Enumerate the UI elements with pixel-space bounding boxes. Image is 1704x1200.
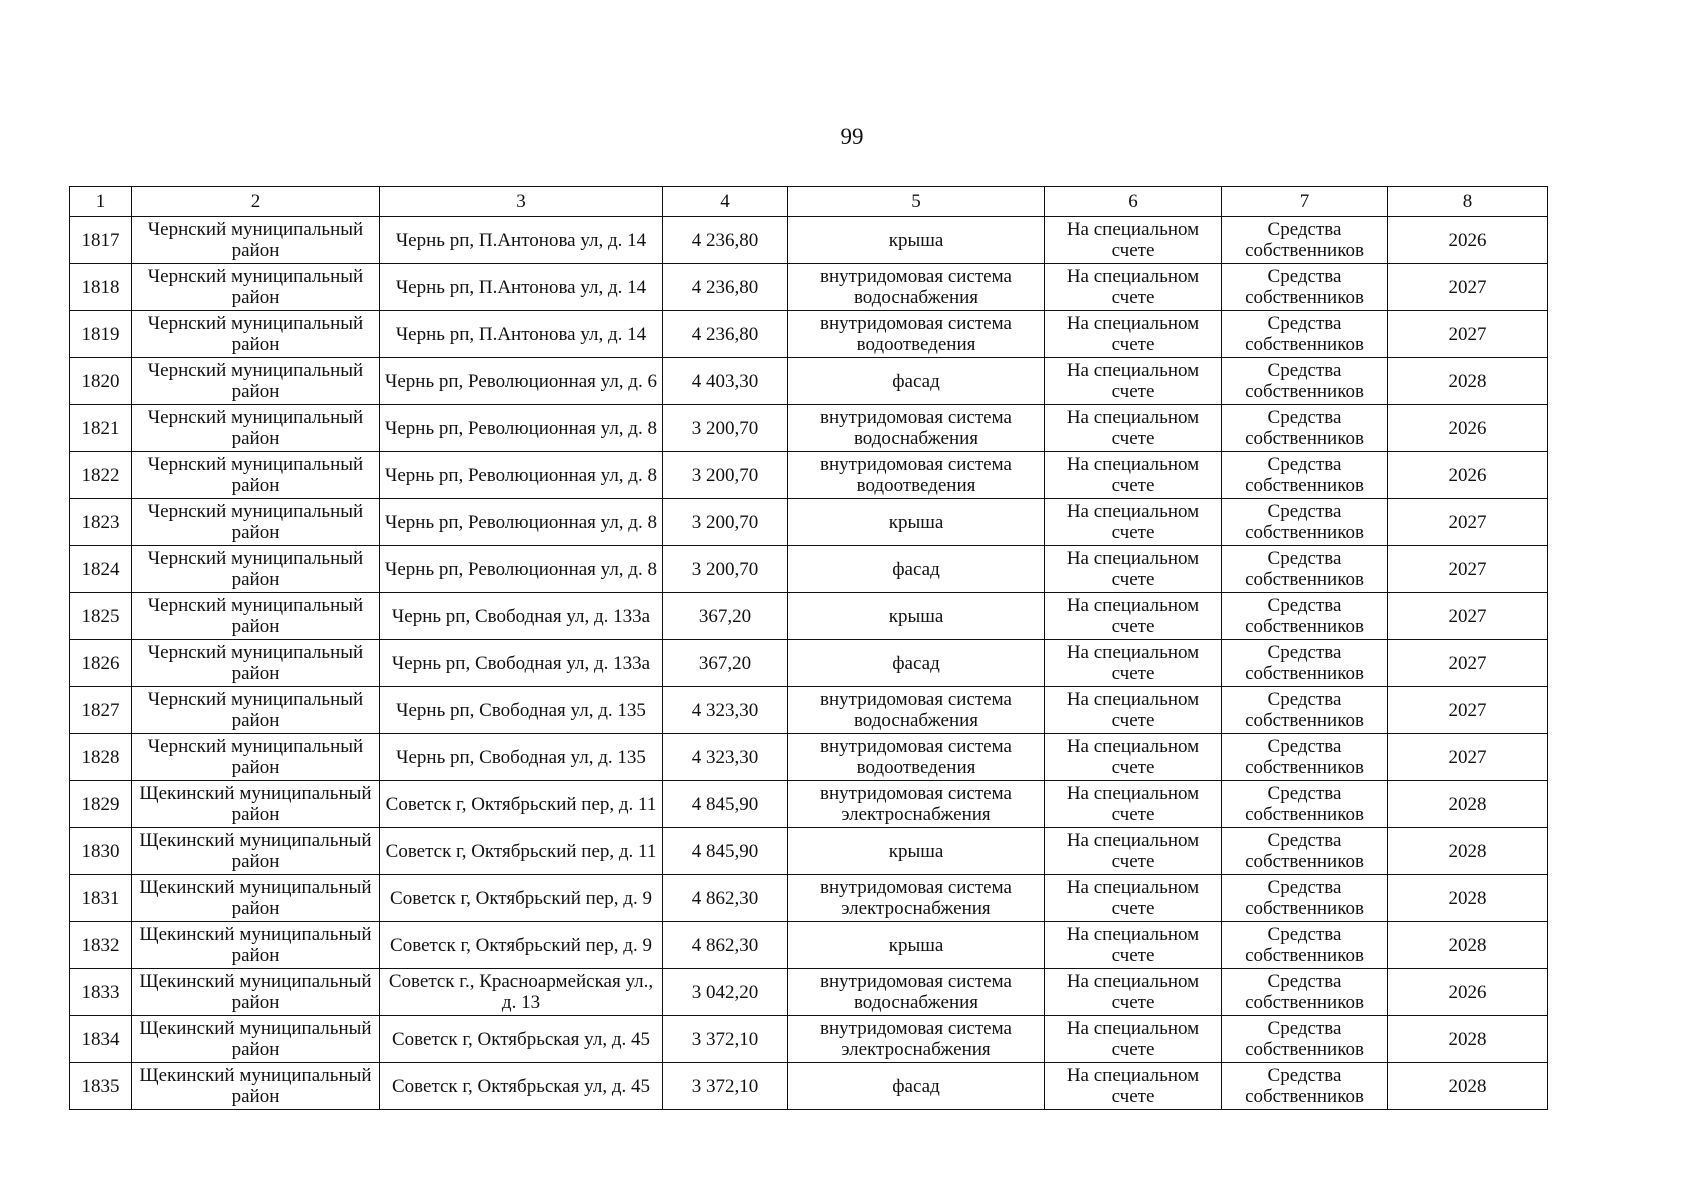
area-cell: 4 403,30 xyxy=(663,358,788,405)
work-type-cell: внутридомовая система водоснабжения xyxy=(788,405,1045,452)
table-row xyxy=(70,828,1548,875)
work-type-cell: фасад xyxy=(788,1063,1045,1110)
table-row xyxy=(70,875,1548,922)
fund-method-cell: На специальном счете xyxy=(1045,311,1222,358)
year-cell: 2027 xyxy=(1388,311,1548,358)
row-number-cell: 1834 xyxy=(70,1016,132,1063)
district-cell: Чернский муниципальный район xyxy=(132,358,380,405)
address-cell: Чернь рп, Свободная ул, д. 133а xyxy=(380,593,663,640)
work-type-cell: крыша xyxy=(788,499,1045,546)
work-type-cell: внутридомовая система водоснабжения xyxy=(788,687,1045,734)
area-cell: 367,20 xyxy=(663,640,788,687)
column-header: 3 xyxy=(380,187,663,217)
table-row xyxy=(70,734,1548,781)
fund-method-cell: На специальном счете xyxy=(1045,358,1222,405)
year-cell: 2028 xyxy=(1388,922,1548,969)
area-cell: 3 372,10 xyxy=(663,1016,788,1063)
row-number-cell: 1824 xyxy=(70,546,132,593)
area-cell: 3 042,20 xyxy=(663,969,788,1016)
funding-source-cell: Средства собственников xyxy=(1222,922,1388,969)
funding-source-cell: Средства собственников xyxy=(1222,217,1388,264)
table-row xyxy=(70,922,1548,969)
year-cell: 2027 xyxy=(1388,264,1548,311)
funding-source-cell: Средства собственников xyxy=(1222,311,1388,358)
address-cell: Советск г, Октябрьский пер, д. 9 xyxy=(380,922,663,969)
address-cell: Советск г, Октябрьский пер, д. 9 xyxy=(380,875,663,922)
row-number-cell: 1817 xyxy=(70,217,132,264)
table-row xyxy=(70,781,1548,828)
district-cell: Щекинский муниципальный район xyxy=(132,969,380,1016)
table-row xyxy=(70,358,1548,405)
funding-source-cell: Средства собственников xyxy=(1222,875,1388,922)
year-cell: 2028 xyxy=(1388,1016,1548,1063)
year-cell: 2026 xyxy=(1388,969,1548,1016)
work-type-cell: фасад xyxy=(788,358,1045,405)
district-cell: Чернский муниципальный район xyxy=(132,734,380,781)
area-cell: 367,20 xyxy=(663,593,788,640)
district-cell: Чернский муниципальный район xyxy=(132,217,380,264)
fund-method-cell: На специальном счете xyxy=(1045,922,1222,969)
district-cell: Чернский муниципальный район xyxy=(132,311,380,358)
fund-method-cell: На специальном счете xyxy=(1045,640,1222,687)
column-header: 4 xyxy=(663,187,788,217)
table-row xyxy=(70,1063,1548,1110)
area-cell: 3 200,70 xyxy=(663,546,788,593)
table-row xyxy=(70,217,1548,264)
table-header xyxy=(70,187,1548,217)
row-number-cell: 1833 xyxy=(70,969,132,1016)
table-row xyxy=(70,264,1548,311)
area-cell: 3 200,70 xyxy=(663,405,788,452)
table-row xyxy=(70,311,1548,358)
table-row xyxy=(70,640,1548,687)
work-type-cell: внутридомовая система электроснабжения xyxy=(788,1016,1045,1063)
fund-method-cell: На специальном счете xyxy=(1045,546,1222,593)
funding-source-cell: Средства собственников xyxy=(1222,546,1388,593)
area-cell: 4 323,30 xyxy=(663,734,788,781)
funding-source-cell: Средства собственников xyxy=(1222,969,1388,1016)
row-number-cell: 1829 xyxy=(70,781,132,828)
address-cell: Советск г, Октябрьская ул, д. 45 xyxy=(380,1063,663,1110)
row-number-cell: 1826 xyxy=(70,640,132,687)
row-number-cell: 1835 xyxy=(70,1063,132,1110)
work-type-cell: крыша xyxy=(788,217,1045,264)
address-cell: Советск г., Красноармейская ул., д. 13 xyxy=(380,969,663,1016)
table-body xyxy=(70,217,1548,1110)
work-type-cell: крыша xyxy=(788,922,1045,969)
district-cell: Щекинский муниципальный район xyxy=(132,1016,380,1063)
district-cell: Щекинский муниципальный район xyxy=(132,922,380,969)
funding-source-cell: Средства собственников xyxy=(1222,734,1388,781)
fund-method-cell: На специальном счете xyxy=(1045,781,1222,828)
address-cell: Чернь рп, П.Антонова ул, д. 14 xyxy=(380,311,663,358)
district-cell: Чернский муниципальный район xyxy=(132,687,380,734)
area-cell: 4 862,30 xyxy=(663,875,788,922)
district-cell: Щекинский муниципальный район xyxy=(132,828,380,875)
funding-source-cell: Средства собственников xyxy=(1222,499,1388,546)
address-cell: Чернь рп, Революционная ул, д. 8 xyxy=(380,405,663,452)
year-cell: 2028 xyxy=(1388,1063,1548,1110)
year-cell: 2027 xyxy=(1388,687,1548,734)
district-cell: Щекинский муниципальный район xyxy=(132,1063,380,1110)
area-cell: 3 200,70 xyxy=(663,452,788,499)
funding-source-cell: Средства собственников xyxy=(1222,1063,1388,1110)
table-row xyxy=(70,687,1548,734)
address-cell: Чернь рп, Революционная ул, д. 8 xyxy=(380,546,663,593)
funding-source-cell: Средства собственников xyxy=(1222,358,1388,405)
funding-source-cell: Средства собственников xyxy=(1222,264,1388,311)
work-type-cell: крыша xyxy=(788,593,1045,640)
row-number-cell: 1821 xyxy=(70,405,132,452)
fund-method-cell: На специальном счете xyxy=(1045,499,1222,546)
area-cell: 4 323,30 xyxy=(663,687,788,734)
table-row xyxy=(70,405,1548,452)
work-type-cell: фасад xyxy=(788,640,1045,687)
header-row xyxy=(70,187,1548,217)
table-row xyxy=(70,593,1548,640)
year-cell: 2028 xyxy=(1388,828,1548,875)
fund-method-cell: На специальном счете xyxy=(1045,687,1222,734)
work-type-cell: крыша xyxy=(788,828,1045,875)
work-type-cell: внутридомовая система водоотведения xyxy=(788,311,1045,358)
year-cell: 2027 xyxy=(1388,546,1548,593)
work-type-cell: внутридомовая система электроснабжения xyxy=(788,781,1045,828)
fund-method-cell: На специальном счете xyxy=(1045,405,1222,452)
year-cell: 2027 xyxy=(1388,593,1548,640)
district-cell: Щекинский муниципальный район xyxy=(132,875,380,922)
district-cell: Чернский муниципальный район xyxy=(132,546,380,593)
work-type-cell: внутридомовая система водоотведения xyxy=(788,452,1045,499)
row-number-cell: 1827 xyxy=(70,687,132,734)
district-cell: Чернский муниципальный район xyxy=(132,452,380,499)
area-cell: 4 845,90 xyxy=(663,781,788,828)
fund-method-cell: На специальном счете xyxy=(1045,734,1222,781)
column-header: 8 xyxy=(1388,187,1548,217)
address-cell: Советск г, Октябрьский пер, д. 11 xyxy=(380,781,663,828)
year-cell: 2028 xyxy=(1388,358,1548,405)
fund-method-cell: На специальном счете xyxy=(1045,264,1222,311)
funding-source-cell: Средства собственников xyxy=(1222,687,1388,734)
address-cell: Чернь рп, П.Антонова ул, д. 14 xyxy=(380,264,663,311)
column-header: 7 xyxy=(1222,187,1388,217)
table-row xyxy=(70,546,1548,593)
fund-method-cell: На специальном счете xyxy=(1045,1016,1222,1063)
year-cell: 2026 xyxy=(1388,452,1548,499)
funding-source-cell: Средства собственников xyxy=(1222,640,1388,687)
funding-source-cell: Средства собственников xyxy=(1222,405,1388,452)
address-cell: Чернь рп, Свободная ул, д. 135 xyxy=(380,687,663,734)
year-cell: 2027 xyxy=(1388,499,1548,546)
row-number-cell: 1830 xyxy=(70,828,132,875)
year-cell: 2028 xyxy=(1388,781,1548,828)
district-cell: Чернский муниципальный район xyxy=(132,405,380,452)
year-cell: 2028 xyxy=(1388,875,1548,922)
work-type-cell: внутридомовая система водоснабжения xyxy=(788,969,1045,1016)
row-number-cell: 1825 xyxy=(70,593,132,640)
district-cell: Чернский муниципальный район xyxy=(132,499,380,546)
column-header: 2 xyxy=(132,187,380,217)
table-row xyxy=(70,1016,1548,1063)
row-number-cell: 1819 xyxy=(70,311,132,358)
fund-method-cell: На специальном счете xyxy=(1045,217,1222,264)
row-number-cell: 1831 xyxy=(70,875,132,922)
year-cell: 2026 xyxy=(1388,405,1548,452)
row-number-cell: 1818 xyxy=(70,264,132,311)
address-cell: Чернь рп, Революционная ул, д. 8 xyxy=(380,499,663,546)
district-cell: Чернский муниципальный район xyxy=(132,640,380,687)
address-cell: Чернь рп, Свободная ул, д. 135 xyxy=(380,734,663,781)
area-cell: 3 200,70 xyxy=(663,499,788,546)
address-cell: Чернь рп, Революционная ул, д. 8 xyxy=(380,452,663,499)
table-row xyxy=(70,969,1548,1016)
work-type-cell: фасад xyxy=(788,546,1045,593)
year-cell: 2026 xyxy=(1388,217,1548,264)
column-header: 5 xyxy=(788,187,1045,217)
column-header: 1 xyxy=(70,187,132,217)
row-number-cell: 1828 xyxy=(70,734,132,781)
row-number-cell: 1823 xyxy=(70,499,132,546)
address-cell: Чернь рп, Революционная ул, д. 6 xyxy=(380,358,663,405)
fund-method-cell: На специальном счете xyxy=(1045,452,1222,499)
fund-method-cell: На специальном счете xyxy=(1045,828,1222,875)
row-number-cell: 1820 xyxy=(70,358,132,405)
capital-repair-table xyxy=(69,186,1548,1110)
funding-source-cell: Средства собственников xyxy=(1222,452,1388,499)
area-cell: 4 236,80 xyxy=(663,264,788,311)
table-row xyxy=(70,499,1548,546)
row-number-cell: 1832 xyxy=(70,922,132,969)
row-number-cell: 1822 xyxy=(70,452,132,499)
funding-source-cell: Средства собственников xyxy=(1222,593,1388,640)
funding-source-cell: Средства собственников xyxy=(1222,1016,1388,1063)
column-header: 6 xyxy=(1045,187,1222,217)
address-cell: Чернь рп, П.Антонова ул, д. 14 xyxy=(380,217,663,264)
funding-source-cell: Средства собственников xyxy=(1222,828,1388,875)
address-cell: Советск г, Октябрьский пер, д. 11 xyxy=(380,828,663,875)
district-cell: Чернский муниципальный район xyxy=(132,264,380,311)
district-cell: Чернский муниципальный район xyxy=(132,593,380,640)
funding-source-cell: Средства собственников xyxy=(1222,781,1388,828)
year-cell: 2027 xyxy=(1388,640,1548,687)
district-cell: Щекинский муниципальный район xyxy=(132,781,380,828)
fund-method-cell: На специальном счете xyxy=(1045,1063,1222,1110)
area-cell: 4 862,30 xyxy=(663,922,788,969)
work-type-cell: внутридомовая система электроснабжения xyxy=(788,875,1045,922)
address-cell: Чернь рп, Свободная ул, д. 133а xyxy=(380,640,663,687)
address-cell: Советск г, Октябрьская ул, д. 45 xyxy=(380,1016,663,1063)
area-cell: 3 372,10 xyxy=(663,1063,788,1110)
fund-method-cell: На специальном счете xyxy=(1045,969,1222,1016)
year-cell: 2027 xyxy=(1388,734,1548,781)
page-number: 99 xyxy=(840,124,864,149)
area-cell: 4 845,90 xyxy=(663,828,788,875)
fund-method-cell: На специальном счете xyxy=(1045,593,1222,640)
fund-method-cell: На специальном счете xyxy=(1045,875,1222,922)
area-cell: 4 236,80 xyxy=(663,217,788,264)
work-type-cell: внутридомовая система водоснабжения xyxy=(788,264,1045,311)
work-type-cell: внутридомовая система водоотведения xyxy=(788,734,1045,781)
area-cell: 4 236,80 xyxy=(663,311,788,358)
table-row xyxy=(70,452,1548,499)
